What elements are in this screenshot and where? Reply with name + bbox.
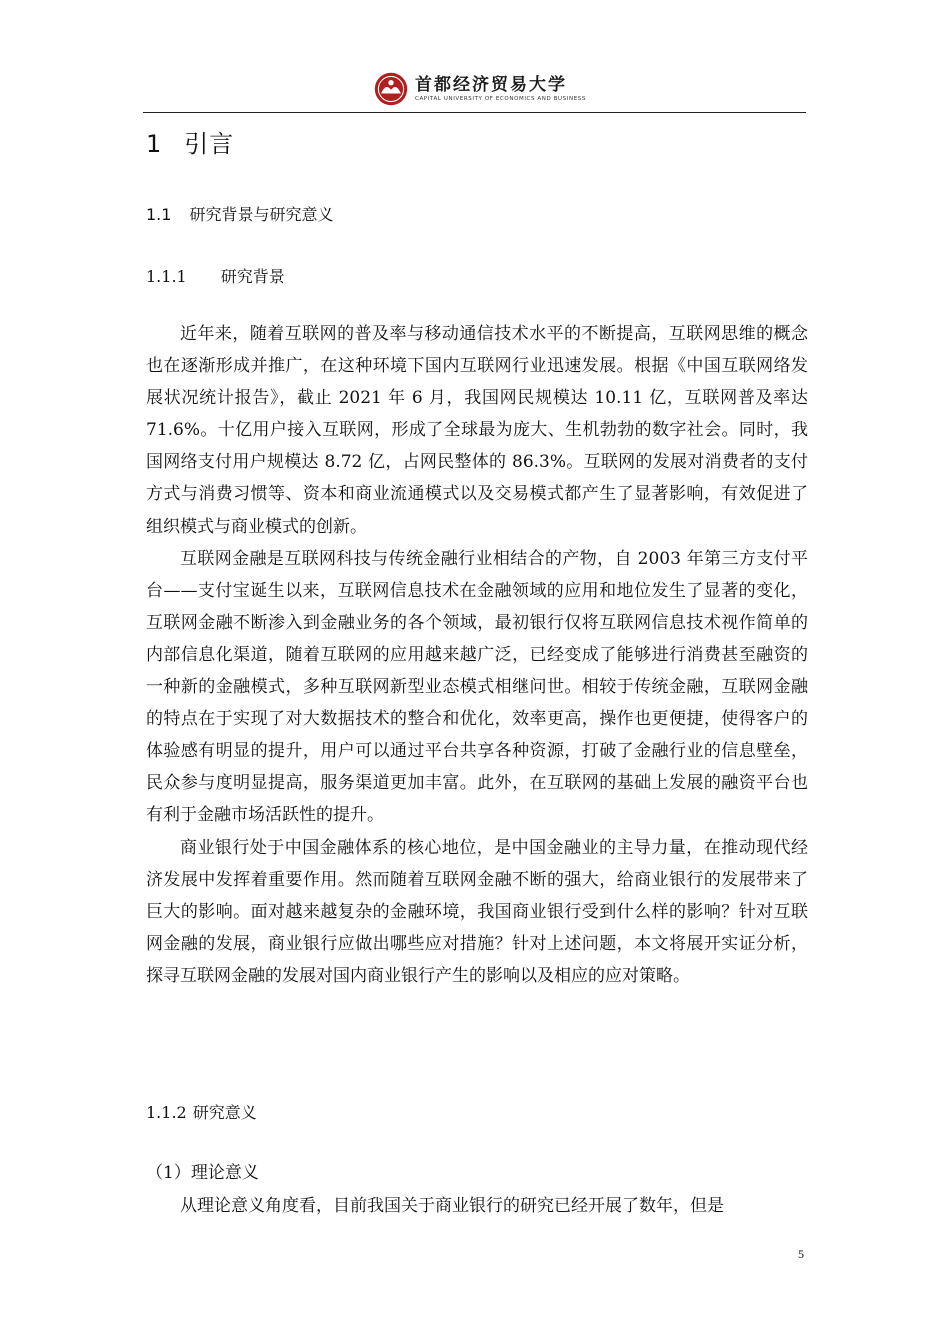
subsection-title: 研究意义 <box>192 1103 257 1122</box>
section-number: 1.1 <box>146 205 172 224</box>
subsection-number: 1.1.2 <box>146 1103 187 1122</box>
subsection-heading-significance <box>146 1100 257 1123</box>
page-number: 5 <box>798 1247 804 1261</box>
university-name-en: CAPITAL UNIVERSITY OF ECONOMICS AND BUSINESS <box>415 96 586 102</box>
university-logo <box>373 70 586 108</box>
section-heading <box>146 202 333 225</box>
paragraph-1: 近年来，随着互联网的普及率与移动通信技术水平的不断提高，互联网思维的概念也在逐渐形成并推广，在这种环境下国内互联网行业迅速发展。根据《中国互联网络发展状况统计报告》，截止 2021 年 6 月，我国网民规模达 10.11 亿，互联网普及率达 71.6%。十亿用户接入互联网，形成了全球最为庞大、生机勃勃的数字社会。同时，我国网络支付用户规模达 8.72 亿，占网民整体的 86.3%。互联网的发展对消费者的支付方式与消费习惯等、资本和商业流通模式以及交易模式都产生了显著影响，有效促进了组织模式与商业模式的创新。 <box>146 324 808 537</box>
subsection-heading-background <box>146 264 285 287</box>
paragraph-2: 互联网金融是互联网科技与传统金融行业相结合的产物，自 2003 年第三方支付平台——支付宝诞生以来，互联网信息技术在金融领域的应用和地位发生了显著的变化，互联网金融不断渗入到金融业务的各个领域，最初银行仅将互联网信息技术视作简单的内部信息化渠道，随着互联网的应用越来越广泛，已经变成了能够进行消费甚至融资的一种新的金融模式，多种互联网新型业态模式相继问世。相较于传统金融，互联网金融的特点在于实现了对大数据技术的整合和优化，效率更高，操作也更便捷，使得客户的体验感有明显的提升，用户可以通过平台共享各种资源，打破了金融行业的信息壁垒，民众参与度明显提高，服务渠道更加丰富。此外，在互联网的基础上发展的融资平台也有利于金融市场活跃性的提升。 <box>146 548 808 826</box>
subsection-number: 1.1.1 <box>146 267 187 286</box>
subsection-title: 研究背景 <box>220 267 285 286</box>
university-name-cn: 首都经济贸易大学 <box>415 75 567 95</box>
chapter-heading <box>146 124 234 159</box>
chapter-title: 引言 <box>184 130 235 158</box>
paragraph-4: 从理论意义角度看，目前我国关于商业银行的研究已经开展了数年，但是 <box>180 1196 724 1216</box>
section-title: 研究背景与研究意义 <box>189 205 334 224</box>
body-text-background <box>146 318 808 992</box>
university-seal-icon <box>373 71 409 107</box>
chapter-number: 1 <box>146 130 163 158</box>
page-header <box>143 68 806 113</box>
subheading-theory: （1）理论意义 <box>146 1163 259 1183</box>
paragraph-3: 商业银行处于中国金融体系的核心地位，是中国金融业的主导力量，在推动现代经济发展中发挥着重要作用。然而随着互联网金融不断的强大，给商业银行的发展带来了巨大的影响。面对越来越复杂的金融环境，我国商业银行受到什么样的影响？针对互联网金融的发展，商业银行应做出哪些应对措施？针对上述问题，本文将展开实证分析，探寻互联网金融的发展对国内商业银行产生的影响以及相应的应对策略。 <box>146 837 808 986</box>
